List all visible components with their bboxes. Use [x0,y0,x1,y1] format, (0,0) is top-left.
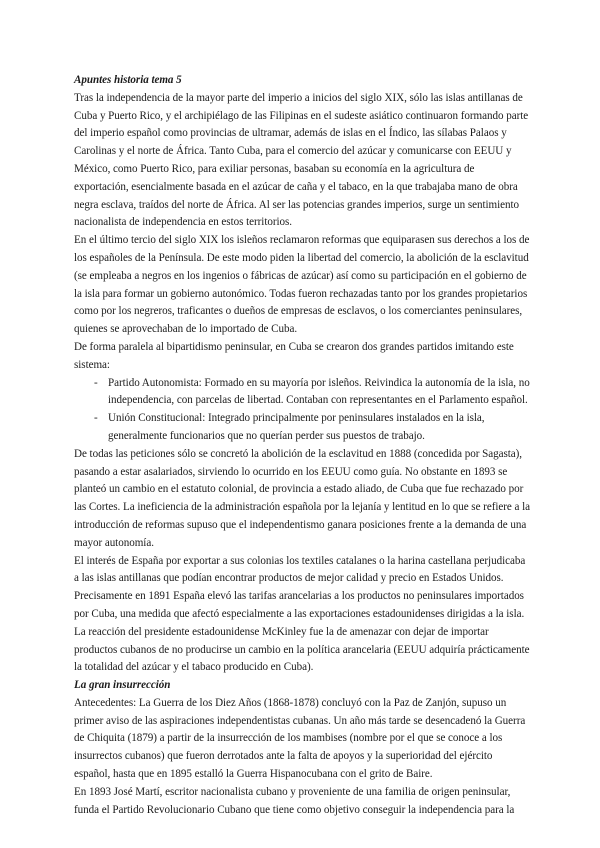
paragraph-parties-intro: De forma paralela al bipartidismo peninsular, en Cuba se crearon dos grandes partidos imitando este sistema: [74,340,514,371]
paragraph-intro: Tras la independencia de la mayor parte del imperio a inicios del siglo XIX, sólo las islas antillanas de Cuba y Puerto Rico, y el archipiélago de las Filipinas en el sudeste asiático continuaron formando parte del imperio español como provincias de ultramar, además de islas en el Índico, las sílabas Palaos y Carolinas y el norte de África. Tanto Cuba, para el comercio del azúcar y comunicarse con EEUU y México, como Puerto Rico, para exiliar personas, basaban su economía en la agricultura de exportación, esencialmente basada en el azúcar de caña y el tabaco, en la que trabajaba mano de obra negra esclava, traídos del norte de África. Al ser las potencias grandes imperios, surge un sentimiento nacionalista de independencia en estos territorios. [74,91,529,229]
list-item [94,410,530,446]
section-heading: La gran insurrección [74,679,171,692]
parties-list [74,375,530,446]
paragraph-petitions: De todas las peticiones sólo se concretó la abolición de la esclavitud en 1888 (concedida por Sagasta), pasando a estar asalariados, sirviendo lo ocurrido en los EEUU como guía. No obstante en 1893 se planteó un cambio en el estatuto colonial, de provincia a estado aliado, de Cuba que fue rechazado por las Cortes. La ineficiencia de la administración española por la lejanía y lentitud en lo que se refiere a la introducción de reformas supuso que el independentismo ganara posiciones frente a la demanda de una mayor autonomía. [74,447,530,549]
document-page [74,72,530,819]
bullet-dash: - [94,412,98,425]
list-item [94,375,530,411]
party-autonomista: Partido Autonomista: Formado en su mayoría por isleños. Reivindica la autonomía de la isla, no independencia, con parcelas de libertad. Contaban con representantes en el Parlamento español. [108,376,530,407]
paragraph-antecedentes: Antecedentes: La Guerra de los Diez Años (1868-1878) concluyó con la Paz de Zanjón, supuso un primer aviso de las aspiraciones independentistas cubanas. Un año más tarde se desencadenó la Guerra de Chiquita (1879) a partir de la insurrección de los mambises (nombre por el que se conoce a los insurrectos cubanos) que fueron derrotados ante la falta de apoyos y la superioridad del ejército español, hasta que en 1895 estalló la Guerra Hispanocubana con el grito de Baire. [74,696,526,781]
paragraph-trade: El interés de España por exportar a sus colonias los textiles catalanes o la harina castellana perjudicaba a las islas antillanas que podían encontrar productos de mejor calidad y precio en Estados Unidos. Precisamente en 1891 España elevó las tarifas arancelarias a los productos no peninsulares importados por Cuba, una medida que afectó especialmente a las exportaciones estadounidenses dirigidas a la isla. La reacción del presidente estadounidense McKinley fue la de amenazar con dejar de importar productos cubanos de no producirse un cambio en la política arancelaria (EEUU adquiría prácticamente la totalidad del azúcar y el tabaco producido en Cuba). [74,554,530,674]
document-title: Apuntes historia tema 5 [74,74,182,86]
paragraph-marti: En 1893 José Martí, escritor nacionalista cubano y proveniente de una familia de origen peninsular, funda el Partido Revolucionario Cubano que tiene como objetivo conseguir la independencia para la [74,785,515,816]
paragraph-reforms: En el último tercio del siglo XIX los isleños reclamaron reformas que equiparasen sus derechos a los de los españoles de la Península. De este modo piden la libertad del comercio, la abolición de la esclavitud (se empleaba a negros en los ingenios o fábricas de azúcar) así como su participación en el gobierno de la isla para formar un gobierno autonómico. Todas fueron rechazadas tanto por los grandes propietarios como por los negreros, traficantes o dueños de empresas de esclavos, o los comerciantes peninsulares, quienes se aprovechaban de lo importado de Cuba. [74,234,530,336]
bullet-dash: - [94,376,98,389]
party-union-constitucional: Unión Constitucional: Integrado principalmente por peninsulares instalados en la isla, generalmente funcionarios que no querían perder sus puestos de trabajo. [108,412,485,442]
